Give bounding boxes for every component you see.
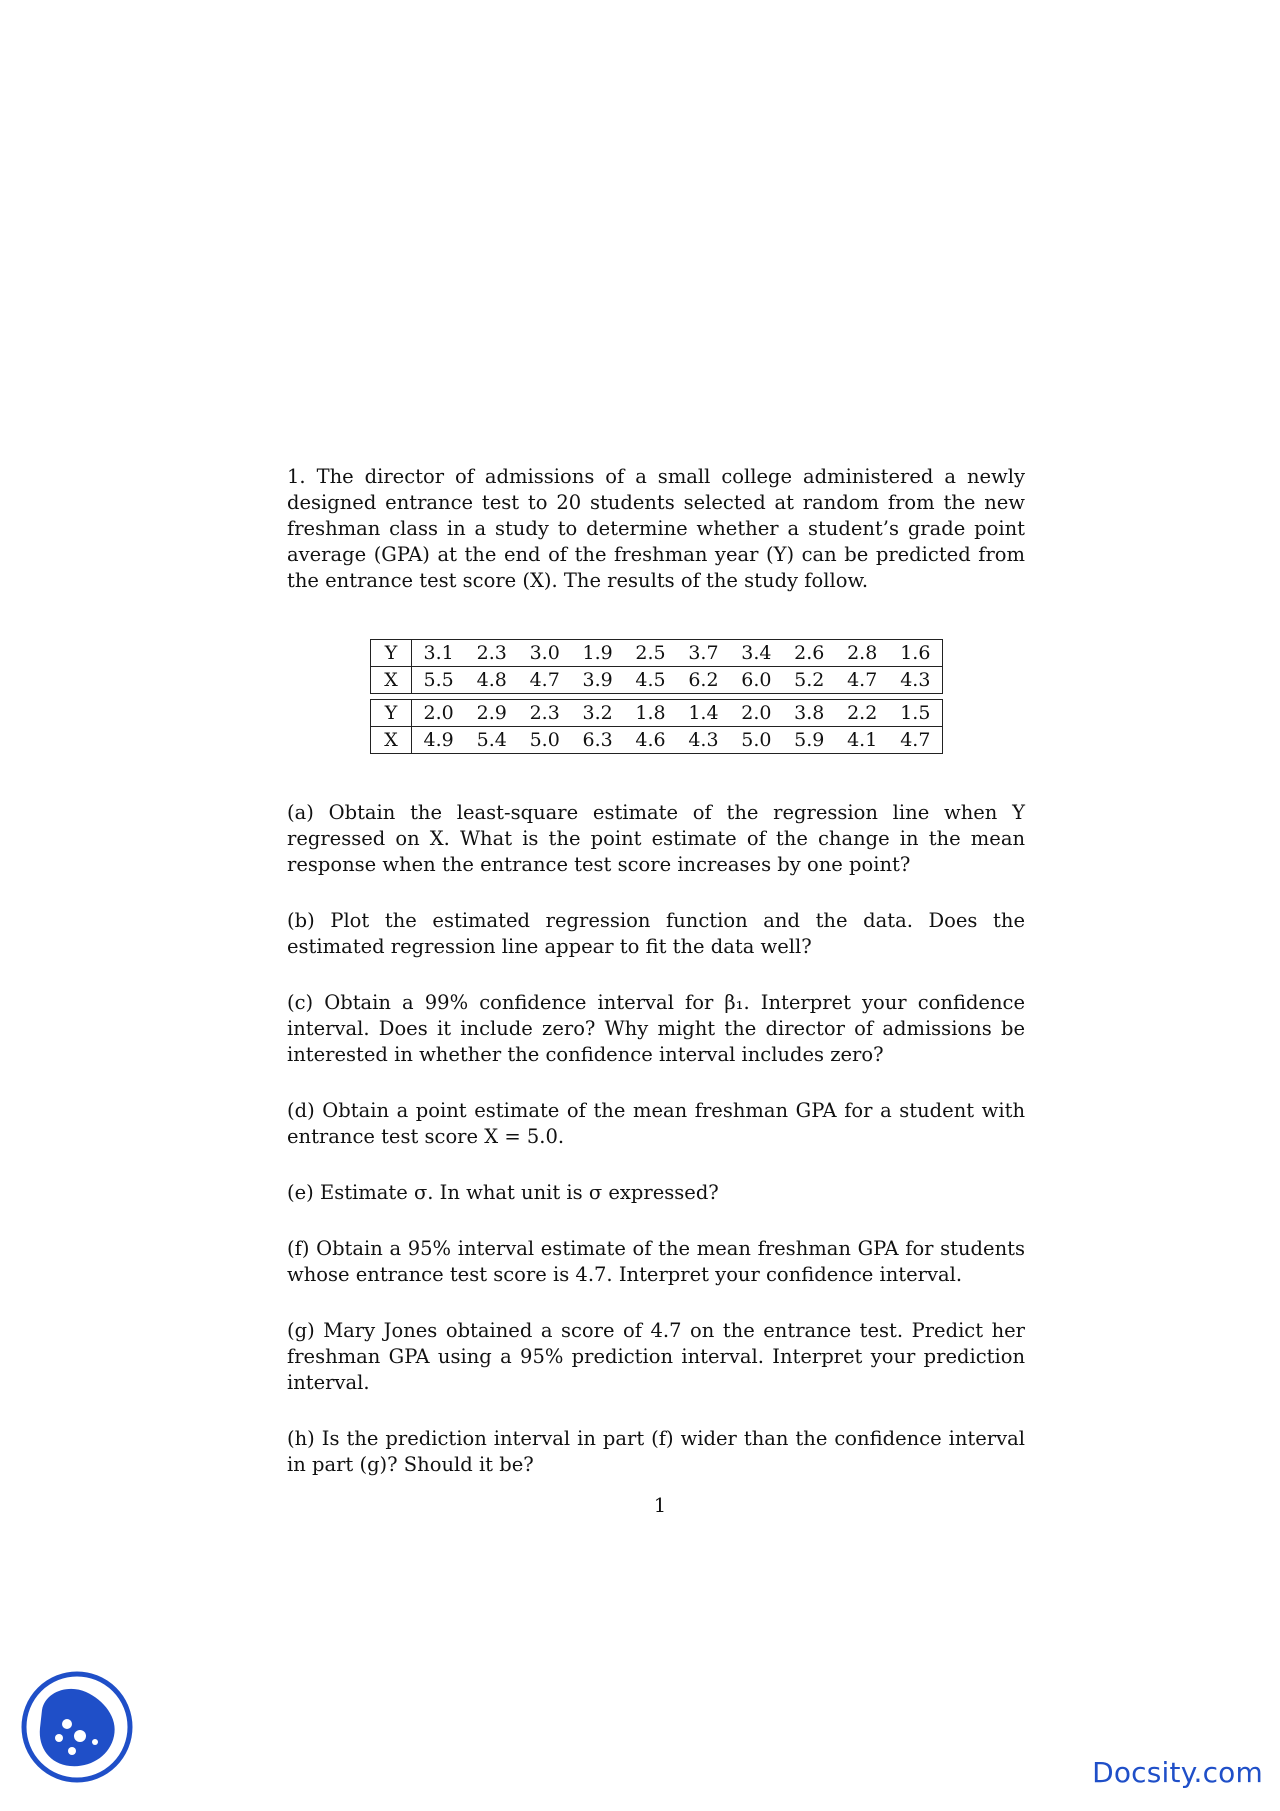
table-cell: 1.6 — [889, 640, 943, 667]
docsity-logo-icon[interactable] — [20, 1670, 135, 1785]
docsity-link[interactable]: Docsity.com — [1092, 1756, 1263, 1789]
y-row — [371, 640, 943, 667]
row-label: X — [371, 727, 412, 754]
table-cell: 4.8 — [476, 669, 507, 691]
table-cell: 5.0 — [741, 729, 772, 751]
table-cell: 5.4 — [476, 729, 507, 751]
table-cell: 2.3 — [518, 700, 571, 727]
data-table-2 — [370, 699, 943, 754]
y-row — [371, 700, 943, 727]
question-parts — [287, 800, 1025, 1478]
table-cell: 1.8 — [624, 700, 677, 727]
row-label: X — [371, 667, 412, 694]
table-cell: 2.2 — [836, 700, 889, 727]
table-cell: 6.2 — [688, 669, 719, 691]
table-cell: 2.3 — [465, 640, 518, 667]
table-cell: 2.8 — [836, 640, 889, 667]
table-cell: 1.5 — [889, 700, 943, 727]
table-cell: 3.7 — [677, 640, 730, 667]
part-h: (h) Is the prediction interval in part (f) wider than the confidence interval in part (g)? Should it be? — [287, 1427, 1025, 1476]
table-cell: 1.4 — [677, 700, 730, 727]
table-cell: 4.5 — [635, 669, 666, 691]
part-b: (b) Plot the estimated regression function and the data. Does the estimated regression line appear to fit the data well? — [287, 909, 1025, 958]
part-c: (c) Obtain a 99% confidence interval for β₁. Interpret your confidence interval. Does it include zero? Why might the director of admissions be interested in whether the confidence interval includes zero? — [287, 991, 1025, 1066]
table-cell: 4.7 — [900, 729, 931, 751]
table-cell: 3.4 — [730, 640, 783, 667]
data-tables — [370, 639, 943, 754]
table-cell: 3.1 — [412, 640, 466, 667]
table-cell: 4.6 — [635, 729, 666, 751]
table-cell: 1.9 — [571, 640, 624, 667]
x-row — [371, 667, 943, 694]
table-cell: 3.0 — [518, 640, 571, 667]
table-cell: 4.7 — [847, 669, 878, 691]
x-row — [371, 727, 943, 754]
table-cell: 6.0 — [741, 669, 772, 691]
table-cell: 4.9 — [423, 729, 454, 751]
table-cell: 2.5 — [624, 640, 677, 667]
table-cell: 4.1 — [847, 729, 878, 751]
part-d: (d) Obtain a point estimate of the mean freshman GPA for a student with entrance test score X = 5.0. — [287, 1099, 1025, 1148]
table-cell: 5.9 — [794, 729, 825, 751]
table-cell: 4.3 — [900, 669, 931, 691]
document-body — [287, 464, 1025, 1508]
table-cell: 3.2 — [571, 700, 624, 727]
table-cell: 4.7 — [529, 669, 560, 691]
table-cell: 3.9 — [582, 669, 613, 691]
row-label: Y — [371, 700, 412, 727]
table-cell: 2.9 — [465, 700, 518, 727]
part-a: (a) Obtain the least-square estimate of the regression line when Y regressed on X. What is the point estimate of the change in the mean response when the entrance test score increases by one point? — [287, 801, 1025, 876]
table-cell: 2.0 — [730, 700, 783, 727]
part-e: (e) Estimate σ. In what unit is σ expressed? — [287, 1181, 719, 1204]
table-cell: 5.5 — [423, 669, 454, 691]
table-cell: 5.0 — [529, 729, 560, 751]
table-cell: 5.2 — [794, 669, 825, 691]
data-table-1 — [370, 639, 943, 694]
page-number: 1 — [653, 1494, 667, 1517]
table-cell: 2.6 — [783, 640, 836, 667]
table-cell: 4.3 — [688, 729, 719, 751]
table-cell: 2.0 — [412, 700, 466, 727]
table-cell: 3.8 — [783, 700, 836, 727]
table-cell: 6.3 — [582, 729, 613, 751]
part-f: (f) Obtain a 95% interval estimate of the mean freshman GPA for students whose entrance test score is 4.7. Interpret your confidence interval. — [287, 1237, 1025, 1286]
problem-intro: 1. The director of admissions of a small college administered a newly designed entrance test to 20 students selected at random from the new freshman class in a study to determine whether a student’s grade point average (GPA) at the end of the freshman year (Y) can be predicted from the entrance test score (X). The results of the study follow. — [287, 465, 1025, 592]
part-g: (g) Mary Jones obtained a score of 4.7 on the entrance test. Predict her freshman GPA using a 95% prediction interval. Interpret your prediction interval. — [287, 1319, 1025, 1394]
row-label: Y — [371, 640, 412, 667]
